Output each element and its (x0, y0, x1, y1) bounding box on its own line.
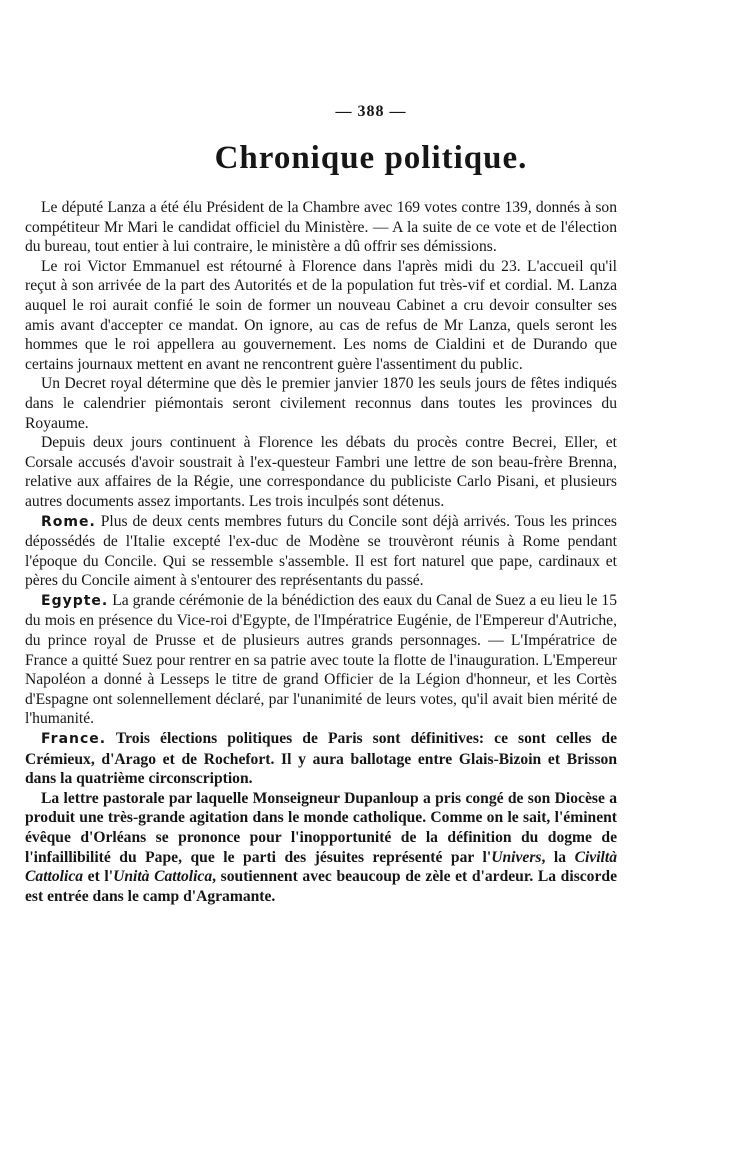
paragraph-rome (25, 512, 617, 591)
france-text: Trois élections politiques de Paris sont définitives: ce sont celles de Crémieux, d'Arago et de Rochefort. Il y aura ballotage entre Glais-Bizoin et Brisson dans la quatrième circonscription. (25, 730, 617, 788)
paragraph-royal-decree: Un Decret royal détermine que dès le premier janvier 1870 les seuls jours de fêtes indiqués dans le calendrier piémontais seront civilement reconnus dans toutes les provinces du Royaume. (25, 375, 617, 432)
section-label-egypte: Egypte. (41, 592, 109, 609)
dupanloup-text-end: , soutiennent avec beaucoup de zèle et d'ardeur. La discorde est entrée dans le camp d'Agramante. (25, 868, 617, 905)
paragraph-florence-trial: Depuis deux jours continuent à Florence les débats du procès contre Becrei, Eller, et Corsale accusés d'avoir soustrait à l'ex-questeur Fambri une lettre de son beau-frère Brenna, relative aux affaires de la Régie, une correspondance du publiciste Carlo Pisani, et plusieurs autres documents assez importants. Les trois inculpés sont détenus. (25, 434, 617, 510)
page-title: Chronique politique. (214, 140, 528, 176)
unita-title: Unità Cattolica (113, 868, 213, 886)
section-label-france: France. (41, 731, 107, 748)
paragraph-lanza-election: Le député Lanza a été élu Président de la Chambre avec 169 votes contre 139, donnés à son compétiteur Mr Mari le candidat officiel du Ministère. — A la suite de ce vote et de l'élection du bureau, tout entier à lui contraire, le ministère a dû offrir ses démissions. (25, 199, 617, 256)
paragraph-france (25, 729, 617, 789)
paragraph-dupanloup (25, 789, 617, 907)
egypte-text: La grande cérémonie de la bénédiction des eaux du Canal de Suez a eu lieu le 15 du mois en présence du Vice-roi d'Egypte, de l'Impératrice Eugénie, de l'Empereur d'Autriche, du prince royal de Prusse et de plusieurs autres grands personnages. — L'Impératrice de France a quitté Suez pour rentrer en sa patrie avec toute la flotte de l'inauguration. L'Empereur Napoléon a donné à Lesseps le titre de grand Officier de la Légion d'honneur, et les Cortès d'Espagne ont solennellement déclaré, par l'unanimité de leurs votes, qu'il avait bien mérité de l'humanité. (25, 591, 617, 728)
separator-2: et l' (83, 868, 114, 886)
dupanloup-text-start: La lettre pastorale par laquelle Monseigneur Dupanloup a pris congé de son Diocèse a produit une très-grande agitation dans le monde catholique. Comme on le sait, l'éminent évêque d'Orléans se prononce pour l'inopportunité de la définition du dogme de l'infaillibilité du Pape, que le parti des jésuites représenté par l' (25, 789, 617, 866)
univers-title: Univers (491, 848, 542, 866)
civilta-title: Civiltà Cattolica (25, 848, 618, 886)
rome-text: Plus de deux cents membres futurs du Concile sont déjà arrivés. Tous les princes dépossédés de l'Italie excepté l'ex-duc de Modène se trouvèront réunis à Rome pendant l'époque du Concile. Qui se ressemble s'assemble. Il est fort naturel que pape, cardinaux et pères du Concile aiment à s'entourer des représentants du passé. (25, 512, 617, 590)
article-body (25, 198, 617, 906)
separator-1: , la (541, 848, 575, 866)
section-label-rome: Rome. (41, 513, 96, 530)
page-number: — 388 — (335, 103, 407, 120)
paragraph-victor-emmanuel: Le roi Victor Emmanuel est rétourné à Florence dans l'après midi du 23. L'accueil qu'il reçut à son arrivée de la part des Autorités et de la population fut très-vif et cordial. M. Lanza auquel le roi aurait confié le soin de former un nouveau Cabinet a cru devoir consulter ses amis avant d'accepter ce mandat. On ignore, au cas de refus de Mr Lanza, quels seront les hommes que le roi appellera au gouvernement. Les noms de Cialdini et de Durando que certains journaux mettent en avant ne rencontrent guère l'assentiment du public. (25, 257, 617, 373)
paragraph-egypte (25, 591, 617, 729)
